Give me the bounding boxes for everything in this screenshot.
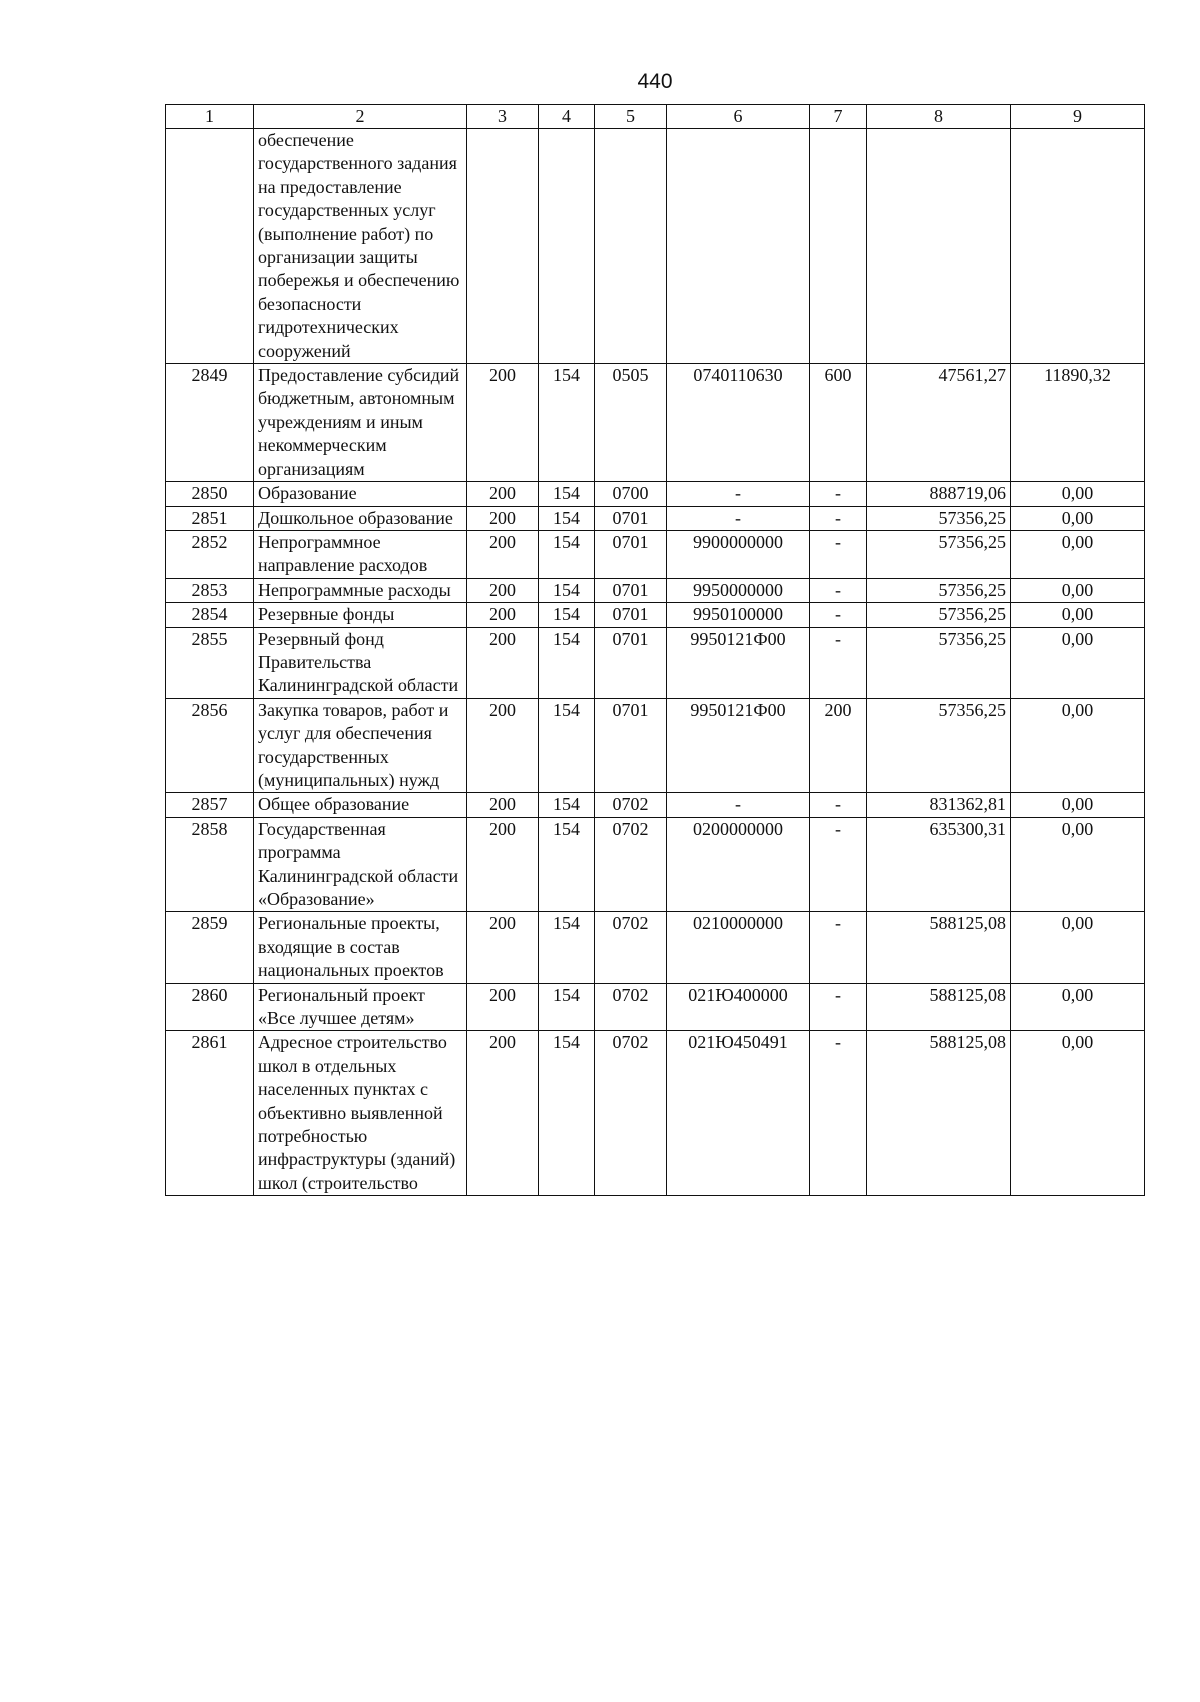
code-col4-cell: 154	[539, 817, 595, 912]
ministry-code-cell: 200	[467, 578, 539, 602]
item-name-cell: обеспечение государственного задания на предоставление государственных услуг (выполнение работ) по организации защиты побережья и обеспечению безопасности гидротехнических сооружений	[254, 129, 467, 364]
amount-cell: 57356,25	[867, 506, 1011, 530]
target-article-cell: 021Ю400000	[667, 983, 810, 1031]
code-col4-cell	[539, 129, 595, 364]
expense-type-cell: -	[810, 983, 867, 1031]
ministry-code-cell: 200	[467, 912, 539, 983]
expense-type-cell: -	[810, 530, 867, 578]
amount-secondary-cell: 0,00	[1011, 530, 1145, 578]
amount-secondary-cell: 0,00	[1011, 793, 1145, 817]
code-col4-cell: 154	[539, 530, 595, 578]
amount-secondary-cell	[1011, 129, 1145, 364]
section-code-cell: 0701	[595, 530, 667, 578]
target-article-cell: -	[667, 793, 810, 817]
table-row	[166, 983, 1145, 1031]
column-number-header-row	[166, 105, 1145, 129]
item-name-cell: Дошкольное образование	[254, 506, 467, 530]
row-number-cell: 2855	[166, 627, 254, 698]
amount-cell: 47561,27	[867, 364, 1011, 482]
amount-secondary-cell: 0,00	[1011, 983, 1145, 1031]
table-row	[166, 817, 1145, 912]
ministry-code-cell: 200	[467, 698, 539, 793]
amount-cell: 57356,25	[867, 578, 1011, 602]
table-body	[166, 129, 1145, 1196]
amount-secondary-cell: 11890,32	[1011, 364, 1145, 482]
expense-type-cell: -	[810, 482, 867, 506]
table-row	[166, 793, 1145, 817]
ministry-code-cell: 200	[467, 364, 539, 482]
ministry-code-cell: 200	[467, 506, 539, 530]
amount-cell: 588125,08	[867, 983, 1011, 1031]
section-code-cell: 0702	[595, 793, 667, 817]
table-row	[166, 506, 1145, 530]
ministry-code-cell: 200	[467, 983, 539, 1031]
amount-cell: 588125,08	[867, 1031, 1011, 1196]
item-name-cell: Региональный проект «Все лучшее детям»	[254, 983, 467, 1031]
expense-type-cell: 600	[810, 364, 867, 482]
expense-type-cell: -	[810, 793, 867, 817]
code-col4-cell: 154	[539, 482, 595, 506]
amount-secondary-cell: 0,00	[1011, 627, 1145, 698]
target-article-cell: 021Ю450491	[667, 1031, 810, 1196]
column-header: 6	[667, 105, 810, 129]
row-number-cell: 2859	[166, 912, 254, 983]
section-code-cell: 0701	[595, 578, 667, 602]
page-number: 440	[637, 70, 673, 93]
expense-type-cell: -	[810, 578, 867, 602]
section-code-cell: 0702	[595, 1031, 667, 1196]
amount-cell: 635300,31	[867, 817, 1011, 912]
code-col4-cell: 154	[539, 983, 595, 1031]
ministry-code-cell: 200	[467, 793, 539, 817]
code-col4-cell: 154	[539, 1031, 595, 1196]
amount-secondary-cell: 0,00	[1011, 698, 1145, 793]
section-code-cell: 0701	[595, 603, 667, 627]
target-article-cell: 9900000000	[667, 530, 810, 578]
code-col4-cell: 154	[539, 793, 595, 817]
row-number-cell: 2851	[166, 506, 254, 530]
column-header: 9	[1011, 105, 1145, 129]
table-row	[166, 912, 1145, 983]
section-code-cell: 0702	[595, 983, 667, 1031]
row-number-cell: 2854	[166, 603, 254, 627]
code-col4-cell: 154	[539, 578, 595, 602]
target-article-cell: 9950121Ф00	[667, 698, 810, 793]
amount-secondary-cell: 0,00	[1011, 912, 1145, 983]
item-name-cell: Непрограммные расходы	[254, 578, 467, 602]
target-article-cell: 0210000000	[667, 912, 810, 983]
amount-secondary-cell: 0,00	[1011, 482, 1145, 506]
ministry-code-cell: 200	[467, 603, 539, 627]
section-code-cell: 0701	[595, 627, 667, 698]
item-name-cell: Предоставление субсидий бюджетным, автономным учреждениям и иным некоммерческим организациям	[254, 364, 467, 482]
item-name-cell: Региональные проекты, входящие в состав национальных проектов	[254, 912, 467, 983]
item-name-cell: Общее образование	[254, 793, 467, 817]
amount-cell: 57356,25	[867, 603, 1011, 627]
code-col4-cell: 154	[539, 912, 595, 983]
table-row	[166, 1031, 1145, 1196]
section-code-cell: 0701	[595, 506, 667, 530]
column-header: 3	[467, 105, 539, 129]
item-name-cell: Образование	[254, 482, 467, 506]
ministry-code-cell: 200	[467, 627, 539, 698]
row-number-cell: 2849	[166, 364, 254, 482]
table-row	[166, 698, 1145, 793]
item-name-cell: Резервные фонды	[254, 603, 467, 627]
table-row	[166, 482, 1145, 506]
target-article-cell: 9950000000	[667, 578, 810, 602]
expense-type-cell: -	[810, 817, 867, 912]
amount-secondary-cell: 0,00	[1011, 817, 1145, 912]
item-name-cell: Непрограммное направление расходов	[254, 530, 467, 578]
table-row	[166, 129, 1145, 364]
section-code-cell: 0701	[595, 698, 667, 793]
amount-cell: 588125,08	[867, 912, 1011, 983]
amount-cell	[867, 129, 1011, 364]
row-number-cell: 2858	[166, 817, 254, 912]
table-row	[166, 364, 1145, 482]
amount-cell: 57356,25	[867, 530, 1011, 578]
table-row	[166, 530, 1145, 578]
column-header: 2	[254, 105, 467, 129]
table-row	[166, 603, 1145, 627]
item-name-cell: Адресное строительство школ в отдельных населенных пунктах с объективно выявленной потребностью инфраструктуры (зданий) школ (строительство	[254, 1031, 467, 1196]
column-header: 8	[867, 105, 1011, 129]
row-number-cell: 2861	[166, 1031, 254, 1196]
column-header: 1	[166, 105, 254, 129]
section-code-cell: 0700	[595, 482, 667, 506]
ministry-code-cell: 200	[467, 482, 539, 506]
ministry-code-cell	[467, 129, 539, 364]
column-header: 4	[539, 105, 595, 129]
expense-type-cell: -	[810, 912, 867, 983]
amount-cell: 57356,25	[867, 698, 1011, 793]
column-header: 5	[595, 105, 667, 129]
section-code-cell: 0702	[595, 912, 667, 983]
code-col4-cell: 154	[539, 603, 595, 627]
row-number-cell: 2856	[166, 698, 254, 793]
ministry-code-cell: 200	[467, 530, 539, 578]
table-row	[166, 627, 1145, 698]
amount-secondary-cell: 0,00	[1011, 1031, 1145, 1196]
row-number-cell: 2852	[166, 530, 254, 578]
expense-type-cell: -	[810, 627, 867, 698]
ministry-code-cell: 200	[467, 817, 539, 912]
section-code-cell	[595, 129, 667, 364]
row-number-cell	[166, 129, 254, 364]
target-article-cell: -	[667, 482, 810, 506]
target-article-cell	[667, 129, 810, 364]
row-number-cell: 2860	[166, 983, 254, 1031]
target-article-cell: 0740110630	[667, 364, 810, 482]
row-number-cell: 2853	[166, 578, 254, 602]
amount-secondary-cell: 0,00	[1011, 578, 1145, 602]
amount-cell: 888719,06	[867, 482, 1011, 506]
code-col4-cell: 154	[539, 506, 595, 530]
target-article-cell: 9950121Ф00	[667, 627, 810, 698]
section-code-cell: 0505	[595, 364, 667, 482]
expense-type-cell: 200	[810, 698, 867, 793]
row-number-cell: 2857	[166, 793, 254, 817]
expense-type-cell: -	[810, 1031, 867, 1196]
amount-cell: 57356,25	[867, 627, 1011, 698]
target-article-cell: -	[667, 506, 810, 530]
target-article-cell: 9950100000	[667, 603, 810, 627]
expense-type-cell: -	[810, 506, 867, 530]
amount-secondary-cell: 0,00	[1011, 506, 1145, 530]
column-header: 7	[810, 105, 867, 129]
item-name-cell: Государственная программа Калининградской области «Образование»	[254, 817, 467, 912]
amount-secondary-cell: 0,00	[1011, 603, 1145, 627]
target-article-cell: 0200000000	[667, 817, 810, 912]
table-row	[166, 578, 1145, 602]
item-name-cell: Резервный фонд Правительства Калининградской области	[254, 627, 467, 698]
code-col4-cell: 154	[539, 627, 595, 698]
budget-table	[165, 104, 1145, 1196]
expense-type-cell: -	[810, 603, 867, 627]
item-name-cell: Закупка товаров, работ и услуг для обеспечения государственных (муниципальных) нужд	[254, 698, 467, 793]
section-code-cell: 0702	[595, 817, 667, 912]
code-col4-cell: 154	[539, 698, 595, 793]
expense-type-cell	[810, 129, 867, 364]
code-col4-cell: 154	[539, 364, 595, 482]
ministry-code-cell: 200	[467, 1031, 539, 1196]
row-number-cell: 2850	[166, 482, 254, 506]
amount-cell: 831362,81	[867, 793, 1011, 817]
